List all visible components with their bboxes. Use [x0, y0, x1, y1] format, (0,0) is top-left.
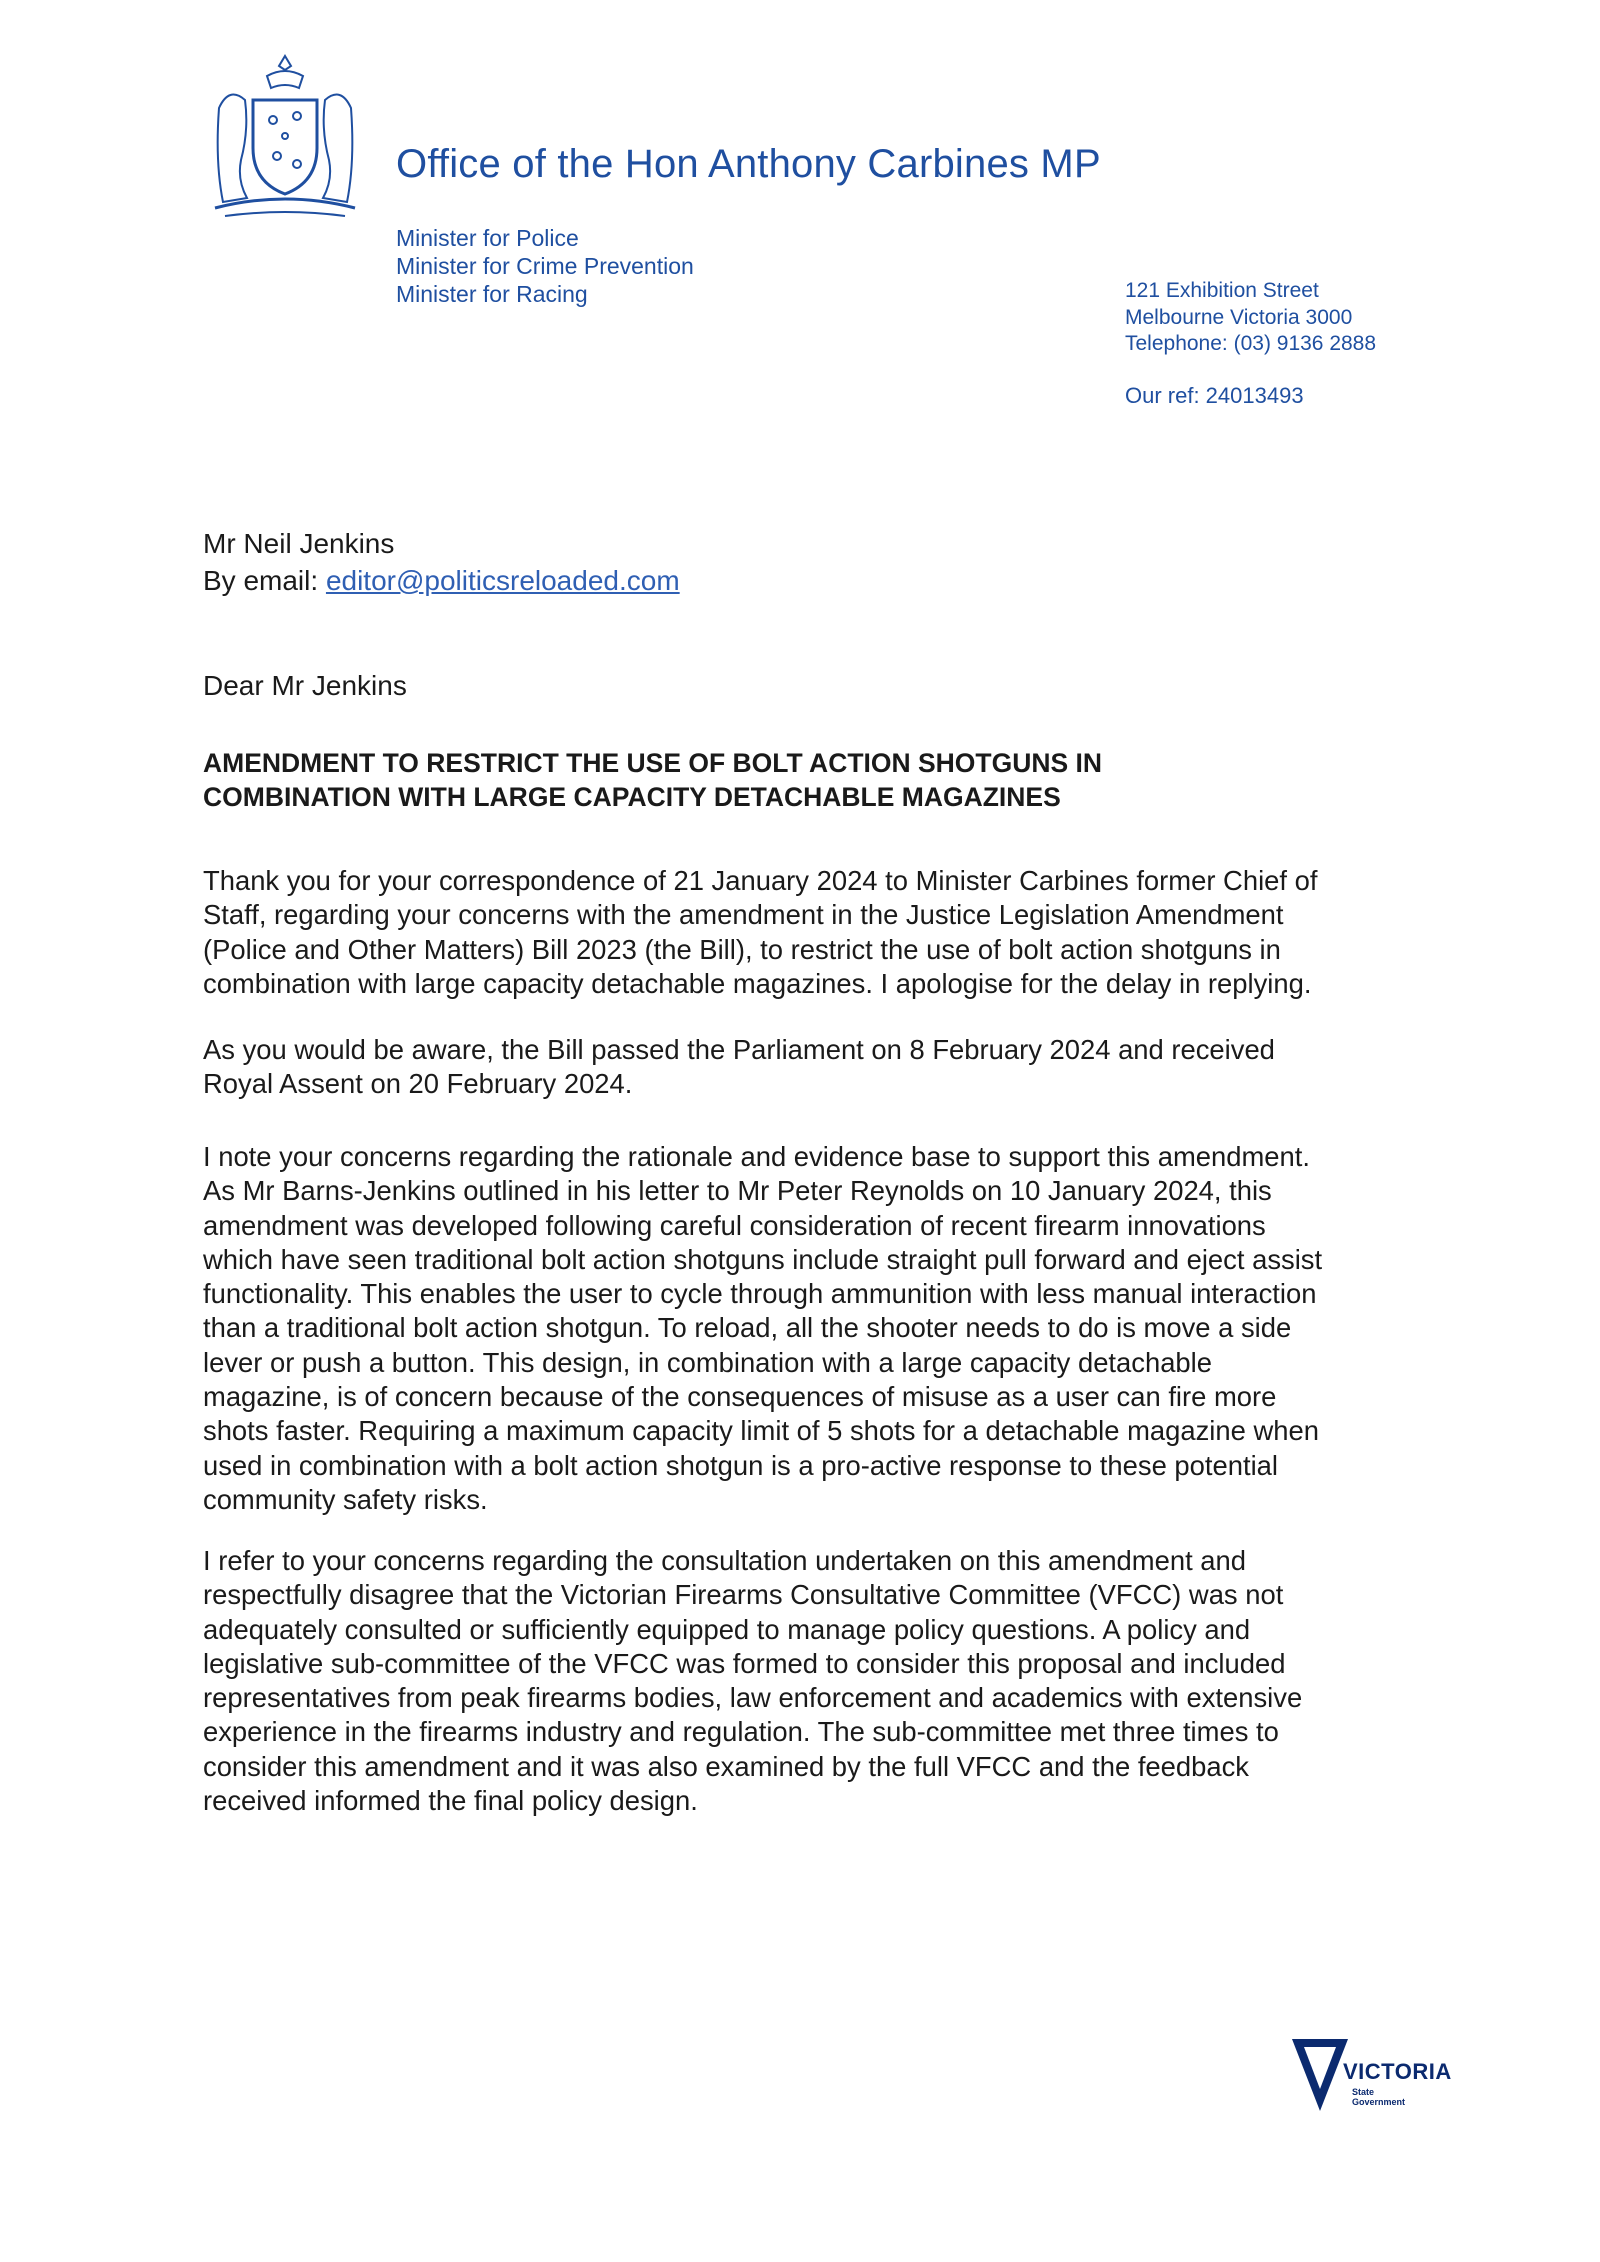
office-address — [1125, 278, 1376, 358]
minister-roles — [396, 224, 694, 308]
body-paragraph — [203, 1140, 1322, 1517]
logo-sub-line: State — [1352, 2087, 1375, 2097]
body-paragraph — [203, 1033, 1275, 1102]
paragraph-line: legislative sub-committee of the VFCC was formed to consider this proposal and included — [203, 1647, 1286, 1679]
logo-subtitle — [1352, 2087, 1405, 2107]
subject-line: COMBINATION WITH LARGE CAPACITY DETACHABLE MAGAZINES — [203, 782, 1061, 812]
role-line: Minister for Crime Prevention — [396, 253, 694, 279]
paragraph-line: experience in the firearms industry and regulation. The sub-committee met three times to — [203, 1716, 1279, 1748]
paragraph-line: used in combination with a bolt action shotgun is a pro-active response to these potential — [203, 1449, 1278, 1481]
paragraph-line: amendment was developed following careful consideration of recent firearm innovations — [203, 1209, 1266, 1241]
paragraph-line: Thank you for your correspondence of 21 January 2024 to Minister Carbines former Chief of — [203, 865, 1318, 896]
recipient-name: Mr Neil Jenkins — [203, 528, 395, 559]
address-line: 121 Exhibition Street — [1125, 279, 1319, 302]
salutation: Dear Mr Jenkins — [203, 670, 407, 701]
address-line: Telephone: (03) 9136 2888 — [1125, 332, 1377, 355]
coat-of-arms-icon — [205, 48, 365, 223]
body-paragraph — [203, 1544, 1302, 1818]
email-link[interactable]: editor@politicsreloaded.com — [325, 565, 680, 596]
paragraph-line: (Police and Other Matters) Bill 2023 (the Bill), to restrict the use of bolt action shotguns in — [203, 933, 1281, 965]
reference-number: Our ref: 24013493 — [1125, 383, 1304, 408]
paragraph-line: combination with large capacity detachable magazines. I apologise for the delay in replying. — [203, 967, 1312, 999]
paragraph-line: shots faster. Requiring a maximum capacity limit of 5 shots for a detachable magazine when — [203, 1415, 1319, 1447]
paragraph-line: community safety risks. — [203, 1483, 488, 1515]
role-line: Minister for Racing — [396, 281, 588, 307]
role-line: Minister for Police — [396, 225, 579, 251]
paragraph-line: Staff, regarding your concerns with the amendment in the Justice Legislation Amendment — [203, 899, 1284, 931]
paragraph-line: As you would be aware, the Bill passed the Parliament on 8 February 2024 and received — [203, 1034, 1275, 1065]
paragraph-line: As Mr Barns-Jenkins outlined in his letter to Mr Peter Reynolds on 10 January 2024, this — [203, 1175, 1272, 1207]
paragraph-line: magazine, is of concern because of the consequences of misuse as a user can fire more — [203, 1381, 1277, 1413]
paragraph-line: I refer to your concerns regarding the consultation undertaken on this amendment and — [203, 1545, 1246, 1576]
address-line: Melbourne Victoria 3000 — [1125, 305, 1353, 329]
subject-heading — [203, 746, 1383, 814]
paragraph-line: representatives from peak firearms bodies, law enforcement and academics with extensive — [203, 1682, 1303, 1714]
logo-wordmark: VICTORIA — [1343, 2059, 1452, 2084]
paragraph-line: functionality. This enables the user to cycle through ammunition with less manual interaction — [203, 1278, 1317, 1310]
recipient-block — [203, 525, 680, 599]
paragraph-line: than a traditional bolt action shotgun. To reload, all the shooter needs to do is move a side — [203, 1312, 1292, 1344]
paragraph-line: lever or push a button. This design, in combination with a large capacity detachable — [203, 1346, 1212, 1378]
recipient-email-line — [203, 562, 680, 599]
paragraph-line: consider this amendment and it was also examined by the full VFCC and the feedback — [203, 1750, 1249, 1782]
subject-line: AMENDMENT TO RESTRICT THE USE OF BOLT ACTION SHOTGUNS IN — [203, 748, 1103, 778]
paragraph-line: received informed the final policy design. — [203, 1785, 698, 1817]
paragraph-line: I note your concerns regarding the rationale and evidence base to support this amendment. — [203, 1141, 1310, 1172]
paragraph-line: which have seen traditional bolt action shotguns include straight pull forward and eject assist — [203, 1243, 1323, 1275]
victoria-state-government-logo — [1290, 2035, 1452, 2115]
paragraph-line: adequately consulted or sufficiently equipped to manage policy questions. A policy and — [203, 1613, 1251, 1645]
email-label: By email: — [203, 565, 326, 596]
body-paragraph — [203, 864, 1317, 1001]
paragraph-line: Royal Assent on 20 February 2024. — [203, 1068, 633, 1100]
logo-sub-line: Government — [1352, 2097, 1406, 2107]
office-title: Office of the Hon Anthony Carbines MP — [396, 142, 1101, 186]
paragraph-line: respectfully disagree that the Victorian Firearms Consultative Committee (VFCC) was not — [203, 1579, 1284, 1611]
